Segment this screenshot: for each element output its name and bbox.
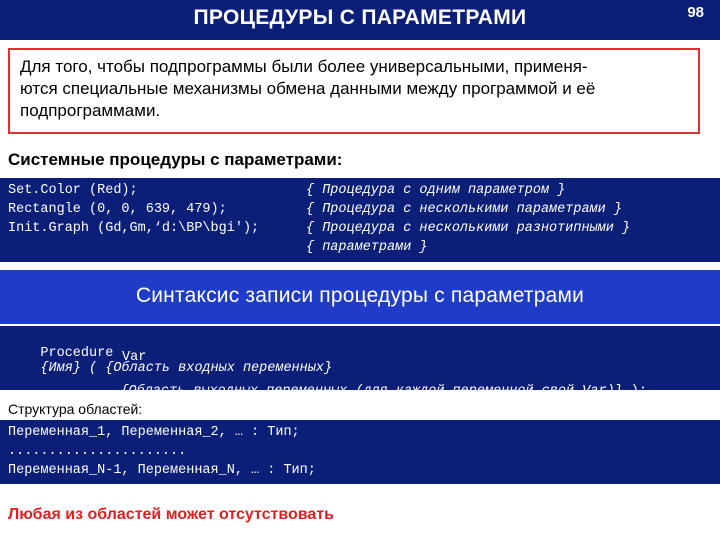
intro-line: ются специальные механизмы обмена данными между программой и её	[20, 79, 596, 98]
output-area-comment: {Область выходных переменных (для каждой переменной свой Var)}	[120, 384, 623, 399]
areas-structure-label: Структура областей:	[8, 401, 143, 417]
syntax-code-panel	[0, 326, 720, 399]
syntax-banner	[0, 270, 720, 324]
page-title: ПРОЦЕДУРЫ С ПАРАМЕТРАМИ	[193, 6, 527, 29]
header-bar	[0, 0, 720, 40]
footer-note: Любая из областей может отсутствовать	[8, 506, 334, 523]
system-code-panel	[0, 178, 720, 262]
procedure-signature: {Имя} ( {Область входных переменных}	[40, 361, 333, 376]
var-keyword: Var	[122, 350, 147, 365]
code-line	[88, 369, 647, 414]
procedure-keyword: Procedure	[40, 346, 114, 361]
intro-box	[8, 48, 700, 134]
code-line: Set.Color (Red);	[8, 183, 138, 198]
code-comment: { параметрами }	[306, 240, 428, 255]
system-procedures-heading: Системные процедуры с параметрами:	[8, 150, 343, 169]
code-line: Rectangle (0, 0, 639, 479);	[8, 202, 227, 217]
code-line: Переменная_N-1, Переменная_N, … : Тип;	[8, 463, 316, 478]
syntax-title: Синтаксис записи процедуры с параметрами	[135, 284, 585, 307]
code-tail: );	[622, 384, 648, 399]
code-line: Переменная_1, Переменная_2, … : Тип;	[8, 425, 300, 440]
code-line: Init.Graph (Gd,Gm,‘d:\BP\bgi');	[8, 221, 260, 236]
intro-line: Для того, чтобы подпрограммы были более универсальными, применя-	[20, 57, 588, 76]
page-number: 98	[687, 4, 704, 21]
code-comment: { Процедура с одним параметром }	[306, 183, 566, 198]
code-comment: { Процедура с несколькими разнотипными }	[306, 221, 631, 236]
areas-code-panel	[0, 420, 720, 484]
code-line: ......................	[8, 444, 187, 459]
intro-line: подпрограммами.	[20, 101, 161, 120]
code-comment: { Процедура с несколькими параметрами }	[306, 202, 622, 217]
